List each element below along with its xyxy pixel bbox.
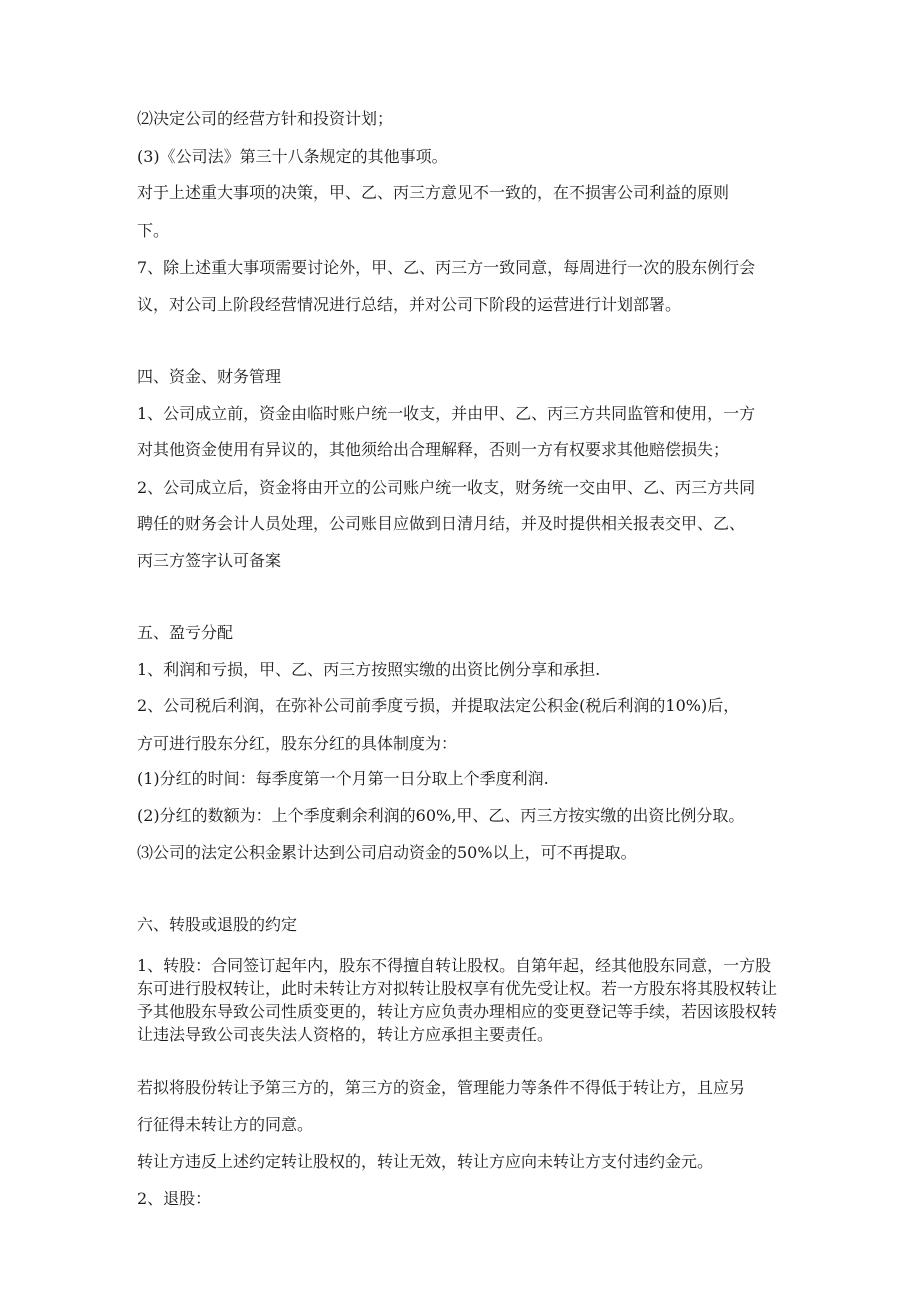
clause-line: (1)分红的时间：每季度第一个月第一日分取上个季度利润. (137, 769, 549, 788)
section-heading-4: 四、资金、财务管理 (137, 367, 282, 386)
paragraph-line: 2、公司税后利润，在弥补公司前季度亏损，并提取法定公积金(税后利润的10%)后， (137, 696, 740, 715)
paragraph-line: 丙三方签字认可备案 (137, 551, 282, 570)
paragraph-line: 方可进行股东分红，股东分红的具体制度为： (137, 734, 458, 753)
paragraph-line: 2、公司成立后，资金将由开立的公司账户统一收支，财务统一交由甲、乙、丙三方共同 (137, 478, 756, 497)
paragraph-line: 1、公司成立前，资金由临时账户统一收支，并由甲、乙、丙三方共同监管和使用，一方 (137, 404, 756, 423)
paragraph-line: 下。 (137, 221, 170, 240)
paragraph-line: 若拟将股份转让予第三方的，第三方的资金，管理能力等条件不得低于转让方，且应另 (137, 1078, 746, 1097)
paragraph-line: 议，对公司上阶段经营情况进行总结，并对公司下阶段的运营进行计划部署。 (137, 295, 682, 314)
paragraph-line: 1、利润和亏损，甲、乙、丙三方按照实缴的出资比例分享和承担. (137, 660, 601, 679)
clause-line: ⑵决定公司的经营方针和投资计划； (137, 109, 394, 128)
section-heading-5: 五、盈亏分配 (137, 623, 234, 642)
paragraph-line: 对其他资金使用有异议的，其他须给出合理解释，否则一方有权要求其他赔偿损失； (137, 440, 730, 459)
paragraph-line: 2、退股： (137, 1189, 212, 1208)
paragraph-line: 对于上述重大事项的决策，甲、乙、丙三方意见不一致的，在不损害公司利益的原则 (137, 183, 730, 202)
section-heading-6: 六、转股或退股的约定 (137, 915, 298, 934)
clause-line: (3)《公司法》第三十八条规定的其他事项。 (137, 147, 448, 166)
transfer-paragraph: 1、转股：合同签订起年内，股东不得擅自转让股权。自第年起，经其他股东同意，一方股东可进行股权转让，此时未转让方对拟转让股权享有优先受让权。若一方股东将其股权转让予其他股东导致公司性质变更的，转让方应负责办理相应的变更登记等手续，若因该股权转让违法导致公司丧失法人资格的，转让方应承担主要责任。 (137, 956, 778, 1044)
paragraph-line: 聘任的财务会计人员处理，公司账目应做到日清月结，并及时提供相关报表交甲、乙、 (137, 514, 746, 533)
paragraph-line: 转让方违反上述约定转让股权的，转让无效，转让方应向未转让方支付违约金元。 (137, 1152, 714, 1171)
clause-line: (2)分红的数额为：上个季度剩余利润的60%,甲、乙、丙三方按实缴的出资比例分取。 (137, 806, 745, 825)
clause-line: ⑶公司的法定公积金累计达到公司启动资金的50%以上，可不再提取。 (137, 843, 637, 862)
paragraph-line: 7、除上述重大事项需要讨论外，甲、乙、丙三方一致同意，每周进行一次的股东例行会 (137, 258, 756, 277)
paragraph-line: 行征得未转让方的同意。 (137, 1115, 314, 1134)
